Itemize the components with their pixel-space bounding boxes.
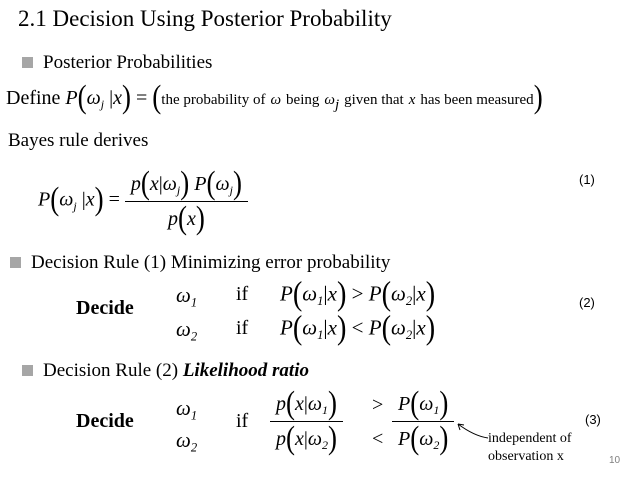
- prior-ratio-fraction: $\frac{P(\omega_1)}{P(\omega_2)}$: [392, 390, 454, 453]
- bullet-rule1: [10, 252, 390, 274]
- define-lead: Define: [6, 86, 61, 109]
- rule1-condition-1: $P(\omega_1|x) > P(\omega_2|x)$: [280, 275, 436, 313]
- rule2-if: if: [236, 410, 249, 432]
- annotation-note: independent of observation x: [488, 431, 572, 464]
- bullet-rule1-label: Decision Rule (1) Minimizing error probability: [31, 252, 391, 273]
- annotation-arrow-icon: [452, 420, 492, 440]
- equation-number-2: (2): [579, 295, 595, 310]
- decide-label-2: Decide: [76, 410, 134, 432]
- bullet-rule2: [22, 360, 309, 382]
- bullet-posterior-label: Posterior Probabilities: [43, 52, 213, 73]
- square-bullet-icon: [22, 365, 33, 376]
- rule2-greater-than: >: [372, 394, 384, 416]
- rule1-omega1: $\omega_1$: [176, 283, 198, 310]
- equation-number-1: (1): [579, 172, 595, 187]
- define-omega: ω: [86, 86, 101, 109]
- rule1-omega2: $\omega_2$: [176, 317, 198, 344]
- define-P: P: [65, 86, 78, 109]
- rule2-less-than: <: [372, 428, 384, 450]
- square-bullet-icon: [22, 57, 33, 68]
- bullet-rule2-label: Decision Rule (2): [43, 360, 179, 381]
- square-bullet-icon: [10, 257, 21, 268]
- define-line: Define $P(\omega_j$ |x) = (the probability of ω being $\omega_j$ given that x has been measured): [6, 78, 543, 115]
- define-text: the probability of: [161, 91, 266, 108]
- bullet-posterior: [22, 52, 212, 74]
- rule1-if-1: if: [236, 283, 249, 305]
- rule1-if-2: if: [236, 317, 249, 339]
- likelihood-ratio-fraction: $\frac{p(x|\omega_1)}{p(x|\omega_2)}$: [270, 390, 343, 453]
- bullet-rule2-italic: Likelihood ratio: [182, 360, 309, 381]
- page-number: 10: [609, 455, 621, 466]
- rule2-omega1: $\omega_1$: [176, 396, 198, 423]
- rule2-omega2: $\omega_2$: [176, 428, 198, 455]
- decide-label-1: Decide: [76, 297, 134, 319]
- bayes-heading: Bayes rule derives: [8, 130, 149, 151]
- slide-title: 2.1 Decision Using Posterior Probability: [18, 6, 392, 31]
- equation-number-3: (3): [585, 412, 601, 427]
- bayes-equation: $P(\omega_j$ |x) = $\frac{p(x|\omega_j) P(\omega_j)}{p(x)}$: [38, 170, 248, 232]
- rule1-condition-2: $P(\omega_1|x) < P(\omega_2|x)$: [280, 309, 436, 347]
- bayes-fraction: $\frac{p(x|\omega_j) P(\omega_j)}{p(x)}$: [125, 170, 248, 232]
